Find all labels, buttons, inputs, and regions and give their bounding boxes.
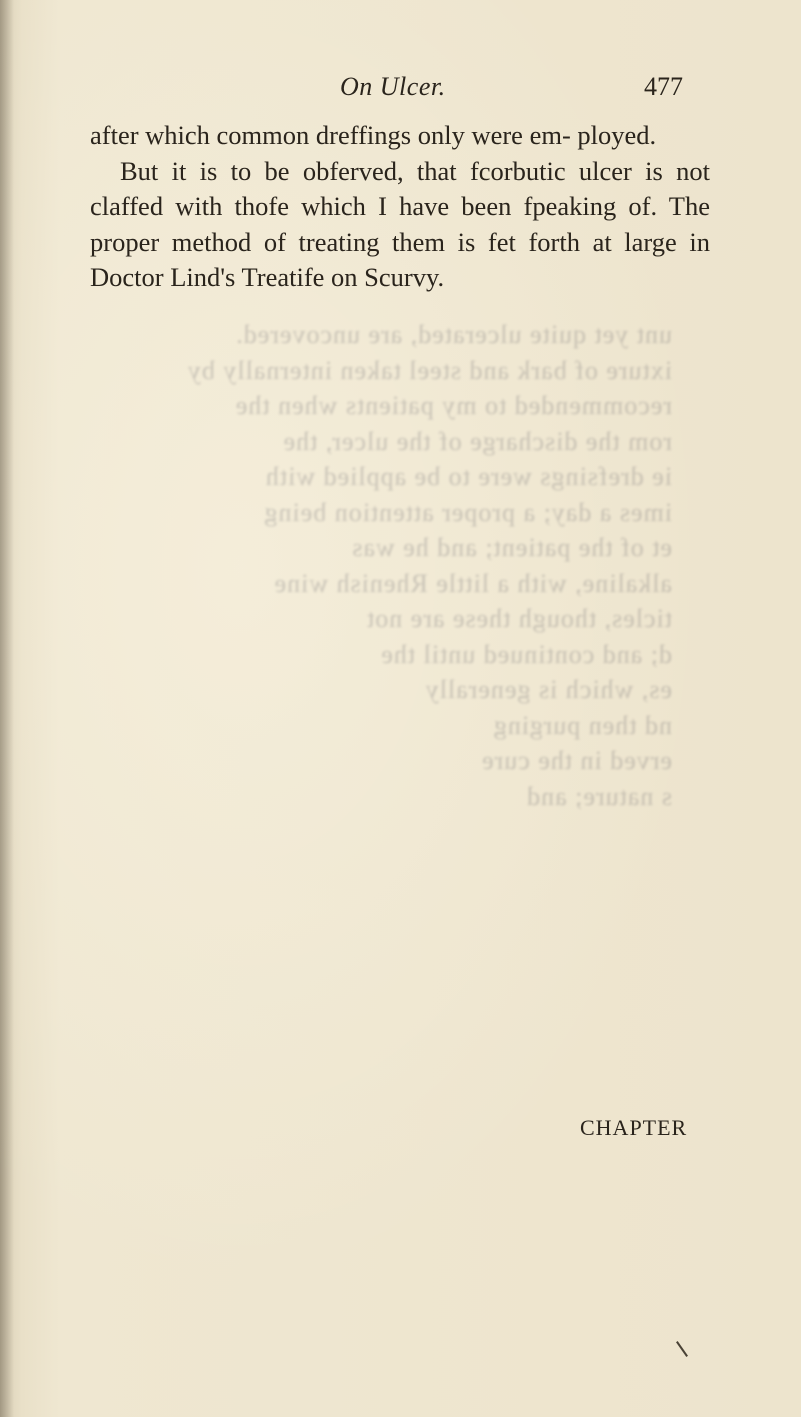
bleed-through-text	[112, 320, 672, 880]
bleed-line: nd then purging	[492, 710, 672, 740]
stray-ink-mark	[676, 1341, 688, 1357]
bleed-line: alkaline, with a little Rhenish wine	[273, 568, 672, 598]
running-head: On Ulcer.	[340, 72, 446, 101]
bleed-line: ticles, though these are not	[366, 604, 672, 633]
catchword: CHAPTER	[580, 1115, 688, 1140]
page-header	[0, 70, 801, 110]
bleed-line: d; and continued until the	[380, 639, 672, 669]
bleed-line: rom the discharge of the ulcer, the	[282, 426, 672, 456]
spine-shadow	[0, 0, 14, 1417]
bleed-line: es, which is generally	[424, 675, 672, 704]
bleed-line: recommended to my patients when the	[234, 391, 672, 420]
bleed-line: ie drefsings were to be applied with	[264, 462, 672, 491]
paragraph-continuation: after which common dreffings only were em- ployed.	[90, 120, 657, 150]
bleed-line: unt yet quite ulcerated, are uncovered.	[235, 320, 672, 349]
page-number: 477	[644, 72, 683, 101]
bleed-line: ixture of bark and steel taken internally by	[186, 355, 672, 385]
bleed-line: imes a day; a proper attention being	[263, 497, 672, 527]
bleed-line: s nature; and	[526, 781, 672, 811]
paragraph-scorbutic-ulcer: But it is to be obferved, that fcorbutic ulcer is not claffed with thofe which I have been fpeaking of. The proper method of treating them is fet forth at large in Doctor Lind's Treatife on Scurvy.	[90, 155, 710, 292]
body-text	[90, 118, 710, 296]
bleed-line: erved in the cure	[481, 746, 672, 775]
bleed-line: et of the patient; and he was	[351, 533, 672, 562]
